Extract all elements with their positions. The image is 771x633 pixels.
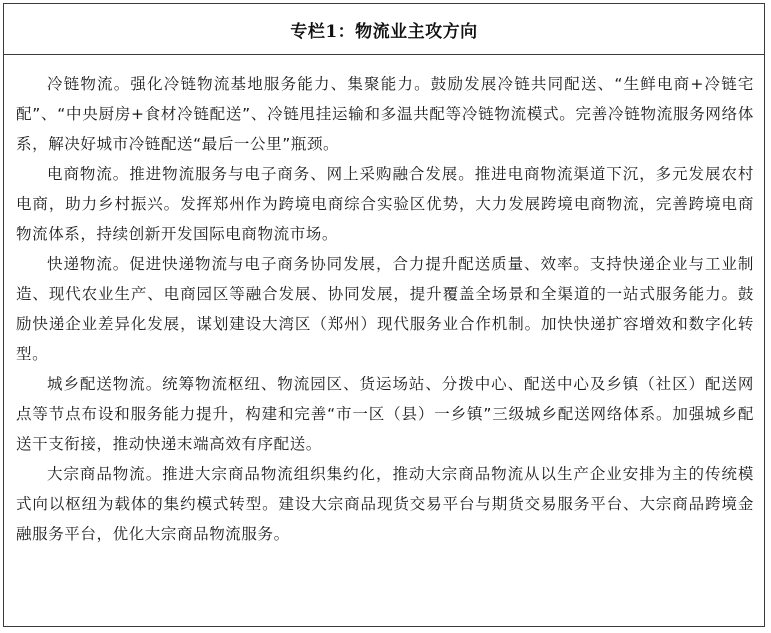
feature-box — [3, 3, 765, 627]
paragraph-urban-rural: 城乡配送物流。统筹物流枢纽、物流园区、货运场站、分拨中心、配送中心及乡镇（社区）配送网点等节点布设和服务能力提升，构建和完善“市一区（县）一乡镇”三级城乡配送网络体系。加强城乡配送干支衔接，推动快递末端高效有序配送。 — [16, 375, 754, 453]
paragraph-bulk-commodity: 大宗商品物流。推进大宗商品物流组织集约化，推动大宗商品物流从以生产企业安排为主的传统模式向以枢纽为载体的集约模式转型。建设大宗商品现货交易平台与期货交易服务平台、大宗商品跨境金融服务平台，优化大宗商品物流服务。 — [16, 465, 754, 543]
paragraph-cold-chain: 冷链物流。强化冷链物流基地服务能力、集聚能力。鼓励发展冷链共同配送、“生鲜电商+冷链宅配”、“中央厨房+食材冷链配送”、冷链甩挂运输和多温共配等冷链物流模式。完善冷链物流服务网络体系，解决好城市冷链配送“最后一公里”瓶颈。 — [16, 75, 754, 153]
box-body — [4, 55, 764, 549]
paragraph-ecommerce: 电商物流。推进物流服务与电子商务、网上采购融合发展。推进电商物流渠道下沉，多元发展农村电商，助力乡村振兴。发挥郑州作为跨境电商综合实验区优势，大力发展跨境电商物流，完善跨境电商物流体系，持续创新开发国际电商物流市场。 — [16, 165, 754, 243]
box-title: 专栏1：物流业主攻方向 — [4, 4, 764, 55]
paragraph-express: 快递物流。促进快递物流与电子商务协同发展，合力提升配送质量、效率。支持快递企业与工业制造、现代农业生产、电商园区等融合发展、协同发展，提升覆盖全场景和全渠道的一站式服务能力。鼓励快递企业差异化发展，谋划建设大湾区（郑州）现代服务业合作机制。加快快递扩容增效和数字化转型。 — [16, 255, 754, 363]
